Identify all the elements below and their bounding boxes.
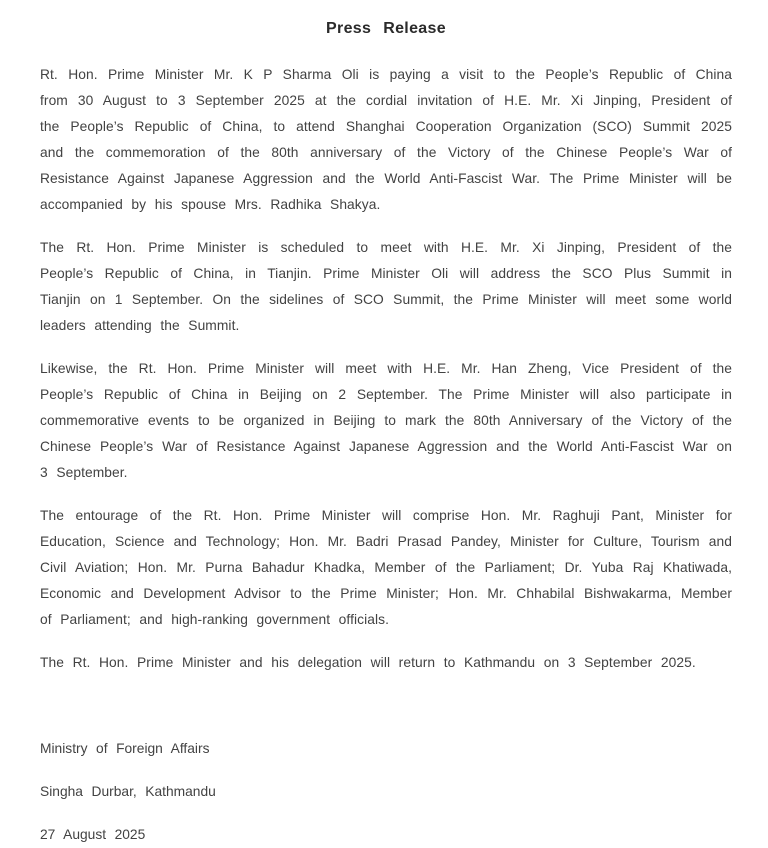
paragraph-visit-announcement: Rt. Hon. Prime Minister Mr. K P Sharma Oli is paying a visit to the People’s Republic of China from 30 August to 3 September 2025 at the cordial invitation of H.E. Mr. Xi Jinping, President of the People’s Republic of China, to attend Shanghai Cooperation Organization (SCO) Summit 2025 and the commemoration of the 80th anniversary of the Victory of the Chinese People’s War of Resistance Against Japanese Aggression and the World Anti-Fascist War. The Prime Minister will be accompanied by his spouse Mrs. Radhika Shakya.	[40, 67, 732, 212]
paragraph-sco-summit-meetings: The Rt. Hon. Prime Minister is scheduled to meet with H.E. Mr. Xi Jinping, President of the People’s Republic of China, in Tianjin. Prime Minister Oli will address the SCO Plus Summit in Tianjin on 1 September. On the sidelines of SCO Summit, the Prime Minister will meet some world leaders attending the Summit.	[40, 240, 732, 333]
footer-organization: Ministry of Foreign Affairs	[40, 741, 210, 756]
footer-spacer	[40, 693, 732, 736]
paragraph-return: The Rt. Hon. Prime Minister and his delegation will return to Kathmandu on 3 September 2025.	[40, 655, 696, 670]
footer-address: Singha Durbar, Kathmandu	[40, 784, 216, 799]
paragraph-entourage: The entourage of the Rt. Hon. Prime Minister will comprise Hon. Mr. Raghuji Pant, Minister for Education, Science and Technology; Hon. Mr. Badri Prasad Pandey, Minister for Culture, Tourism and Civil Aviation; Hon. Mr. Purna Bahadur Khadka, Member of the Parliament; Dr. Yuba Raj Khatiwada, Economic and Development Advisor to the Prime Minister; Hon. Mr. Chhabilal Bishwakarma, Member of Parliament; and high-ranking government officials.	[40, 508, 732, 627]
paragraph-beijing-engagements: Likewise, the Rt. Hon. Prime Minister will meet with H.E. Mr. Han Zheng, Vice President of the People’s Republic of China in Beijing on 2 September. The Prime Minister will also participate in commemorative events to be organized in Beijing to mark the 80th Anniversary of the Victory of the Chinese People’s War of Resistance Against Japanese Aggression and the World Anti-Fascist War on 3 September.	[40, 361, 732, 480]
footer-date: 27 August 2025	[40, 827, 146, 842]
document-title: Press Release	[326, 20, 446, 37]
